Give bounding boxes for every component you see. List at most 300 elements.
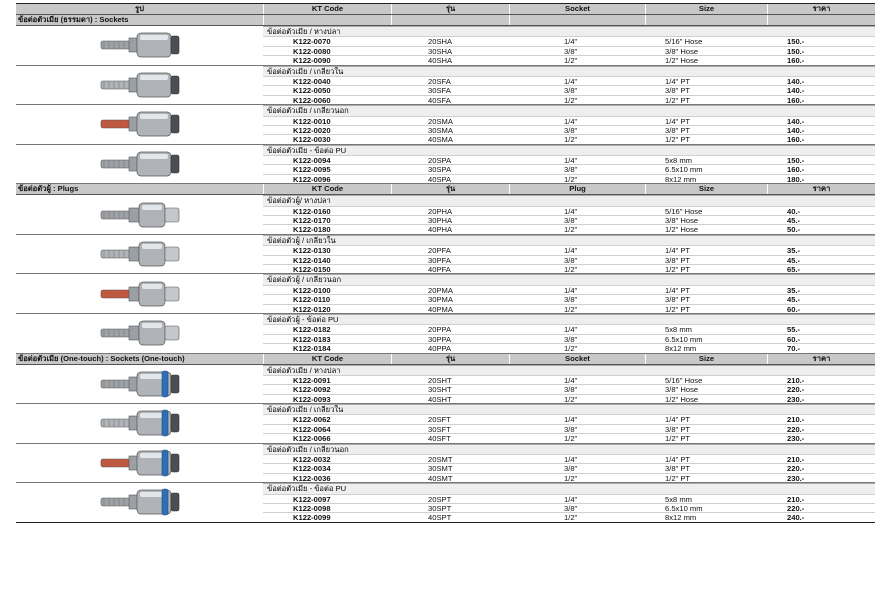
kt-code: K122-0140: [263, 255, 391, 264]
kt-code: K122-0110: [263, 294, 391, 303]
group-label: ข้อต่อตัวเมีย - ข้อต่อ PU: [263, 145, 875, 155]
table-body: [16, 15, 875, 523]
price: 210.-: [767, 414, 875, 423]
table-row: [263, 174, 875, 183]
header-size: Size: [645, 4, 767, 14]
header-socket: Socket: [509, 4, 645, 14]
product-lines: [263, 404, 875, 443]
socket-size: 1/4": [509, 116, 645, 125]
table-row: [263, 224, 875, 233]
col-model: รุ่น: [391, 184, 509, 194]
table-row: [263, 394, 875, 403]
kt-code: K122-0020: [263, 125, 391, 134]
price: 65.-: [767, 264, 875, 273]
price: 45.-: [767, 255, 875, 264]
price: 60.-: [767, 304, 875, 313]
size: 5/16" Hose: [645, 375, 767, 384]
group-label: ข้อต่อตัวเมีย / เกลียวนอก: [263, 105, 875, 115]
group-label: ข้อต่อตัวเมีย / เกลียวใน: [263, 404, 875, 414]
product-picture: [16, 274, 263, 313]
table-row: [263, 494, 875, 503]
section-header: [16, 15, 875, 26]
size: 8x12 mm: [645, 343, 767, 352]
kt-code: K122-0093: [263, 394, 391, 403]
size: 6.5x10 mm: [645, 164, 767, 173]
col-kt-code: [263, 15, 391, 25]
price: 55.-: [767, 324, 875, 333]
socket-size: 1/2": [509, 304, 645, 313]
kt-code: K122-0098: [263, 503, 391, 512]
product-group: [16, 314, 875, 354]
price: 150.-: [767, 155, 875, 164]
size: 1/4" PT: [645, 414, 767, 423]
section-title: ข้อต่อตัวผู้ : Plugs: [18, 184, 79, 194]
product-lines: [263, 235, 875, 274]
kt-code: K122-0090: [263, 55, 391, 64]
socket-size: 1/2": [509, 95, 645, 104]
col-socket: [509, 15, 645, 25]
col-kt-code: KT Code: [263, 184, 391, 194]
model: 20SMT: [391, 454, 509, 463]
price: 210.-: [767, 375, 875, 384]
product-picture: [16, 444, 263, 483]
socket-size: 1/2": [509, 55, 645, 64]
model: 30PHA: [391, 215, 509, 224]
size: 5/16" Hose: [645, 36, 767, 45]
model: 30SHT: [391, 384, 509, 393]
section-header: [16, 354, 875, 365]
table-row: [263, 55, 875, 64]
socket-size: 1/4": [509, 324, 645, 333]
size: 3/8" PT: [645, 255, 767, 264]
header-model: รุ่น: [391, 4, 509, 14]
table-row: [263, 285, 875, 294]
socket-size: 1/2": [509, 512, 645, 521]
section-header: [16, 184, 875, 195]
table-row: [263, 125, 875, 134]
price: 220.-: [767, 424, 875, 433]
size: 1/4" PT: [645, 76, 767, 85]
kt-code: K122-0092: [263, 384, 391, 393]
table-row: [263, 46, 875, 55]
onetouch-male-thread-image: [95, 446, 185, 480]
size: 1/2" Hose: [645, 224, 767, 233]
product-group: [16, 404, 875, 444]
group-label: ข้อต่อตัวเมีย / หางปลา: [263, 26, 875, 36]
col-model: รุ่น: [391, 354, 509, 364]
group-label: ข้อต่อตัวผู้ / เกลียวนอก: [263, 274, 875, 284]
size: 5x8 mm: [645, 324, 767, 333]
table-row: [263, 304, 875, 313]
socket-male-thread-image: [95, 107, 185, 141]
table-row: [263, 512, 875, 521]
model: 30SHA: [391, 46, 509, 55]
model: 40SHT: [391, 394, 509, 403]
table-row: [263, 454, 875, 463]
model: 20PMA: [391, 285, 509, 294]
product-group: [16, 195, 875, 235]
size: 1/2" Hose: [645, 55, 767, 64]
socket-size: 3/8": [509, 164, 645, 173]
price: 150.-: [767, 46, 875, 55]
model: 40SPA: [391, 174, 509, 183]
model: 40SMA: [391, 134, 509, 143]
size: 6.5x10 mm: [645, 503, 767, 512]
table-row: [263, 343, 875, 352]
table-row: [263, 206, 875, 215]
header-picture: รูป: [135, 4, 144, 13]
price: 45.-: [767, 215, 875, 224]
price: 50.-: [767, 224, 875, 233]
size: 5x8 mm: [645, 155, 767, 164]
socket-size: 3/8": [509, 255, 645, 264]
model: 40SHA: [391, 55, 509, 64]
price: 220.-: [767, 463, 875, 472]
size: 1/2" PT: [645, 304, 767, 313]
kt-code: K122-0100: [263, 285, 391, 294]
group-label: ข้อต่อตัวเมีย / เกลียวนอก: [263, 444, 875, 454]
kt-code: K122-0036: [263, 473, 391, 482]
size: 3/8" Hose: [645, 215, 767, 224]
model: 20SFA: [391, 76, 509, 85]
group-label: ข้อต่อตัวผู้ / เกลียวใน: [263, 235, 875, 245]
table-row: [263, 294, 875, 303]
product-picture: [16, 314, 263, 353]
model: 20SPT: [391, 494, 509, 503]
table-row: [263, 264, 875, 273]
price: 70.-: [767, 343, 875, 352]
kt-code: K122-0099: [263, 512, 391, 521]
table-row: [263, 324, 875, 333]
kt-code: K122-0170: [263, 215, 391, 224]
product-picture: [16, 235, 263, 274]
product-picture: [16, 404, 263, 443]
kt-code: K122-0120: [263, 304, 391, 313]
socket-size: 3/8": [509, 334, 645, 343]
group-label: ข้อต่อตัวเมีย / หางปลา: [263, 365, 875, 375]
kt-code: K122-0030: [263, 134, 391, 143]
product-picture: [16, 105, 263, 144]
table-row: [263, 215, 875, 224]
product-lines: [263, 145, 875, 184]
model: 20SHA: [391, 36, 509, 45]
product-picture: [16, 365, 263, 404]
size: 3/8" PT: [645, 463, 767, 472]
socket-size: 3/8": [509, 503, 645, 512]
size: 3/8" PT: [645, 125, 767, 134]
product-picture: [16, 483, 263, 522]
model: 40SFT: [391, 433, 509, 442]
product-lines: [263, 26, 875, 65]
price: 210.-: [767, 454, 875, 463]
kt-code: K122-0094: [263, 155, 391, 164]
product-lines: [263, 365, 875, 404]
model: 30SPT: [391, 503, 509, 512]
size: 6.5x10 mm: [645, 334, 767, 343]
table-row: [263, 85, 875, 94]
plug-female-thread-image: [95, 237, 185, 271]
price: 220.-: [767, 503, 875, 512]
size: 5/16" Hose: [645, 206, 767, 215]
socket-size: 1/4": [509, 206, 645, 215]
table-row: [263, 155, 875, 164]
table-row: [263, 463, 875, 472]
socket-size: 1/4": [509, 414, 645, 423]
table-row: [263, 375, 875, 384]
kt-code: K122-0182: [263, 324, 391, 333]
socket-size: 3/8": [509, 46, 645, 55]
product-lines: [263, 274, 875, 313]
kt-code: K122-0130: [263, 245, 391, 254]
socket-size: 1/4": [509, 285, 645, 294]
kt-code: K122-0080: [263, 46, 391, 55]
col-socket: Plug: [509, 184, 645, 194]
table-row: [263, 245, 875, 254]
product-group: [16, 444, 875, 484]
table-row: [263, 384, 875, 393]
group-label: ข้อต่อตัวเมีย / เกลียวใน: [263, 66, 875, 76]
socket-size: 1/2": [509, 473, 645, 482]
socket-pu-image: [95, 147, 185, 181]
socket-size: 1/4": [509, 36, 645, 45]
kt-code: K122-0183: [263, 334, 391, 343]
price: 140.-: [767, 116, 875, 125]
model: 40SMT: [391, 473, 509, 482]
socket-size: 1/4": [509, 155, 645, 164]
socket-size: 1/4": [509, 76, 645, 85]
price: 45.-: [767, 294, 875, 303]
kt-code: K122-0050: [263, 85, 391, 94]
col-price: ราคา: [767, 354, 875, 364]
price: 230.-: [767, 473, 875, 482]
price: 35.-: [767, 285, 875, 294]
price: 220.-: [767, 384, 875, 393]
plug-pu-image: [95, 316, 185, 350]
kt-code: K122-0097: [263, 494, 391, 503]
socket-size: 3/8": [509, 125, 645, 134]
model: 40PHA: [391, 224, 509, 233]
model: 20PPA: [391, 324, 509, 333]
price: 230.-: [767, 433, 875, 442]
kt-code: K122-0150: [263, 264, 391, 273]
product-group: [16, 66, 875, 106]
product-group: [16, 235, 875, 275]
product-group: [16, 105, 875, 145]
price: 160.-: [767, 164, 875, 173]
size: 1/4" PT: [645, 454, 767, 463]
kt-code: K122-0040: [263, 76, 391, 85]
product-lines: [263, 66, 875, 105]
model: 30SFA: [391, 85, 509, 94]
table-row: [263, 503, 875, 512]
price: 240.-: [767, 512, 875, 521]
size: 1/4" PT: [645, 116, 767, 125]
kt-code: K122-0160: [263, 206, 391, 215]
model: 40SPT: [391, 512, 509, 521]
size: 1/2" PT: [645, 473, 767, 482]
product-lines: [263, 195, 875, 234]
group-label: ข้อต่อตัวผู้ - ข้อต่อ PU: [263, 314, 875, 324]
table-row: [263, 76, 875, 85]
price: 160.-: [767, 95, 875, 104]
kt-code: K122-0096: [263, 174, 391, 183]
kt-code: K122-0010: [263, 116, 391, 125]
socket-size: 3/8": [509, 294, 645, 303]
kt-code: K122-0062: [263, 414, 391, 423]
kt-code: K122-0070: [263, 36, 391, 45]
size: 5x8 mm: [645, 494, 767, 503]
col-price: [767, 15, 875, 25]
price: 35.-: [767, 245, 875, 254]
product-group: [16, 274, 875, 314]
model: 20SMA: [391, 116, 509, 125]
size: 8x12 mm: [645, 512, 767, 521]
price: 210.-: [767, 494, 875, 503]
product-lines: [263, 314, 875, 353]
table-row: [263, 424, 875, 433]
kt-code: K122-0032: [263, 454, 391, 463]
col-size: [645, 15, 767, 25]
size: 8x12 mm: [645, 174, 767, 183]
socket-size: 1/2": [509, 264, 645, 273]
onetouch-hose-tail-image: [95, 367, 185, 401]
price: 160.-: [767, 55, 875, 64]
size: 1/2" PT: [645, 134, 767, 143]
product-group: [16, 365, 875, 405]
table-row: [263, 164, 875, 173]
plug-hose-tail-image: [95, 198, 185, 232]
model: 30PMA: [391, 294, 509, 303]
col-size: Size: [645, 184, 767, 194]
header-price: ราคา: [767, 4, 875, 14]
table-header: [16, 3, 875, 15]
socket-hose-tail-image: [95, 28, 185, 62]
table-row: [263, 414, 875, 423]
model: 20SFT: [391, 414, 509, 423]
kt-code: K122-0095: [263, 164, 391, 173]
header-kt-code: KT Code: [263, 4, 391, 14]
socket-size: 1/4": [509, 494, 645, 503]
table-row: [263, 116, 875, 125]
model: 30SPA: [391, 164, 509, 173]
table-row: [263, 255, 875, 264]
col-price: ราคา: [767, 184, 875, 194]
model: 30PPA: [391, 334, 509, 343]
size: 3/8" PT: [645, 294, 767, 303]
model: 40PFA: [391, 264, 509, 273]
product-picture: [16, 26, 263, 65]
size: 1/4" PT: [645, 245, 767, 254]
socket-size: 1/4": [509, 454, 645, 463]
product-group: [16, 26, 875, 66]
kt-code: K122-0060: [263, 95, 391, 104]
model: 20PFA: [391, 245, 509, 254]
group-label: ข้อต่อตัวเมีย - ข้อต่อ PU: [263, 483, 875, 493]
price: 140.-: [767, 76, 875, 85]
price: 160.-: [767, 134, 875, 143]
price: 140.-: [767, 125, 875, 134]
size: 1/2" PT: [645, 433, 767, 442]
size: 3/8" PT: [645, 424, 767, 433]
onetouch-female-thread-image: [95, 406, 185, 440]
plug-male-thread-image: [95, 277, 185, 311]
size: 1/4" PT: [645, 285, 767, 294]
model: 40PPA: [391, 343, 509, 352]
model: 30PFA: [391, 255, 509, 264]
table-row: [263, 134, 875, 143]
price: 150.-: [767, 36, 875, 45]
kt-code: K122-0064: [263, 424, 391, 433]
socket-size: 1/2": [509, 174, 645, 183]
table-row: [263, 473, 875, 482]
kt-code: K122-0034: [263, 463, 391, 472]
size: 1/2" Hose: [645, 394, 767, 403]
price: 60.-: [767, 334, 875, 343]
socket-size: 1/2": [509, 134, 645, 143]
product-lines: [263, 444, 875, 483]
socket-size: 1/2": [509, 343, 645, 352]
model: 20SHT: [391, 375, 509, 384]
onetouch-pu-image: [95, 485, 185, 519]
socket-size: 1/4": [509, 375, 645, 384]
socket-size: 3/8": [509, 463, 645, 472]
col-size: Size: [645, 354, 767, 364]
product-lines: [263, 105, 875, 144]
product-picture: [16, 145, 263, 184]
model: 20PHA: [391, 206, 509, 215]
socket-size: 3/8": [509, 384, 645, 393]
col-kt-code: KT Code: [263, 354, 391, 364]
size: 3/8" Hose: [645, 46, 767, 55]
socket-size: 1/2": [509, 224, 645, 233]
product-group: [16, 145, 875, 185]
model: 20SPA: [391, 155, 509, 164]
size: 1/2" PT: [645, 264, 767, 273]
model: 40SFA: [391, 95, 509, 104]
table-row: [263, 433, 875, 442]
model: 30SMT: [391, 463, 509, 472]
col-socket: Socket: [509, 354, 645, 364]
model: 30SMA: [391, 125, 509, 134]
product-lines: [263, 483, 875, 522]
kt-code: K122-0066: [263, 433, 391, 442]
socket-size: 3/8": [509, 215, 645, 224]
size: 3/8" Hose: [645, 384, 767, 393]
size: 1/2" PT: [645, 95, 767, 104]
price: 230.-: [767, 394, 875, 403]
table-row: [263, 95, 875, 104]
section-title: ข้อต่อตัวเมีย (One-touch) : Sockets (One-touch): [18, 353, 185, 363]
price-table: [16, 3, 875, 523]
model: 40PMA: [391, 304, 509, 313]
product-picture: [16, 66, 263, 105]
section-title: ข้อต่อตัวเมีย (ธรรมดา) : Sockets: [18, 15, 129, 24]
group-label: ข้อต่อตัวผู้/ หางปลา: [263, 195, 875, 205]
model: 30SFT: [391, 424, 509, 433]
socket-size: 1/2": [509, 394, 645, 403]
kt-code: K122-0184: [263, 343, 391, 352]
col-model: [391, 15, 509, 25]
price: 140.-: [767, 85, 875, 94]
table-row: [263, 334, 875, 343]
socket-size: 1/2": [509, 433, 645, 442]
size: 3/8" PT: [645, 85, 767, 94]
socket-size: 3/8": [509, 85, 645, 94]
price: 40.-: [767, 206, 875, 215]
socket-size: 1/4": [509, 245, 645, 254]
kt-code: K122-0180: [263, 224, 391, 233]
kt-code: K122-0091: [263, 375, 391, 384]
